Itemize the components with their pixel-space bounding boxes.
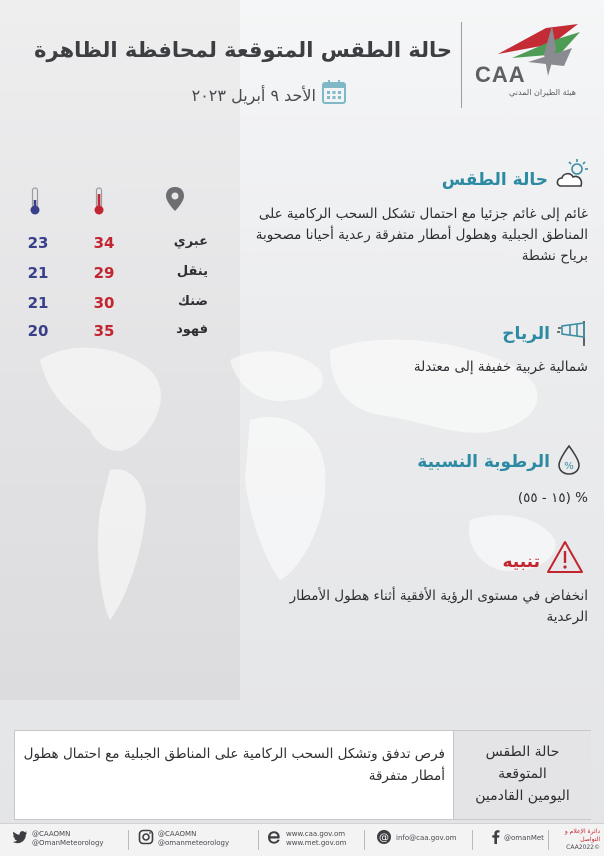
facebook-icon[interactable] [488, 829, 504, 845]
city-name: ينقل [176, 264, 208, 279]
min-temp: 23 [27, 234, 49, 252]
outlook-description: فرص تدفق وتشكل السحب الركامية على المناطق الجبلية مع احتمال هطول أمطار متفرقة [23, 746, 445, 784]
footer-credit [552, 828, 600, 852]
footer-bar [0, 823, 604, 856]
max-temp: 29 [93, 264, 115, 282]
city-row [18, 322, 208, 346]
logo-subtitle: هيئة الطيران المدني [509, 88, 576, 97]
min-temp: 21 [27, 264, 49, 282]
max-temp: 30 [93, 294, 115, 312]
warning-section-title: تنبيه [502, 552, 540, 572]
humidity-value: % (١٥ - ٥٥) [517, 490, 588, 506]
twitter-handle-caa[interactable]: @CAAOMN [32, 830, 71, 838]
weather-section-title: حالة الطقس [441, 170, 548, 190]
email-at-icon[interactable] [376, 829, 392, 845]
svg-text:%: % [564, 461, 574, 472]
min-temp: 21 [27, 294, 49, 312]
warning-description: انخفاض في مستوى الرؤية الأفقية أثناء هطول الأمطار الرعدية [289, 588, 588, 625]
city-name: فهود [176, 322, 208, 337]
svg-text:@: @ [379, 832, 389, 844]
instagram-icon[interactable] [138, 829, 154, 845]
max-temp: 34 [93, 234, 115, 252]
thermometer-hot-icon [92, 186, 106, 216]
city-name: عبري [173, 234, 208, 249]
humidity-section-title: الرطوبة النسبية [417, 452, 550, 472]
footer-divider [472, 830, 473, 850]
outlook-box [14, 730, 591, 820]
twitter-handle-met[interactable]: @OmanMeteorology [32, 839, 104, 847]
page-title: حالة الطقس المتوقعة لمحافظة الظاهرة [34, 38, 452, 62]
logo-wordmark: CAA [475, 62, 526, 87]
outlook-title-panel [453, 731, 591, 819]
outlook-title [454, 741, 591, 807]
outlook-title-line: المتوقعة [498, 766, 547, 782]
web-browser-icon[interactable] [266, 829, 282, 845]
instagram-handle-caa[interactable]: @CAAOMN [158, 830, 197, 838]
city-row [18, 264, 208, 288]
instagram-handles[interactable] [158, 830, 229, 848]
humidity-drop-icon [556, 444, 582, 476]
calendar-icon [321, 79, 347, 105]
city-name: ضنك [178, 294, 208, 309]
min-temp: 20 [27, 322, 49, 340]
wind-description: شمالية غربية خفيفة إلى معتدلة [413, 359, 588, 375]
partly-cloudy-icon [555, 158, 589, 190]
footer-divider [128, 830, 129, 850]
facebook-handle[interactable]: @omanMet [504, 834, 544, 842]
footer-divider [258, 830, 259, 850]
credit-copyright: ©CAA2022 [566, 844, 600, 851]
website-link-met[interactable]: www.met.gov.om [286, 839, 347, 847]
forecast-date: الأحد ٩ أبريل ٢٠٢٣ [191, 86, 316, 105]
weather-description: غائم إلى غائم جزئيا مع احتمال تشكل السحب الركامية على المناطق الجبلية وهطول أمطار متفرقة رعدية أحيانا مصحوبة برياح نشطة [255, 206, 588, 264]
outlook-title-line: اليومين القادمين [475, 788, 570, 804]
wind-section-title: الرياح [502, 324, 550, 344]
header-divider [461, 22, 462, 108]
instagram-handle-met[interactable]: @omanmeteorology [158, 839, 230, 847]
footer-divider [364, 830, 365, 850]
max-temp: 35 [93, 322, 115, 340]
warning-triangle-icon [546, 540, 584, 574]
thermometer-cold-icon [28, 186, 42, 216]
credit-department: دائرة الإعلام و التواصل [564, 828, 600, 843]
outlook-title-line: حالة الطقس [485, 744, 560, 760]
email-address[interactable]: info@caa.gov.om [396, 834, 457, 842]
city-row [18, 234, 208, 258]
website-links[interactable] [286, 830, 347, 848]
twitter-icon[interactable] [12, 829, 28, 845]
footer-divider [548, 830, 549, 850]
windsock-icon [556, 318, 590, 348]
website-link-caa[interactable]: www.caa.gov.om [286, 830, 346, 838]
location-pin-icon [164, 186, 186, 212]
twitter-handles[interactable] [32, 830, 104, 848]
city-row [18, 294, 208, 318]
